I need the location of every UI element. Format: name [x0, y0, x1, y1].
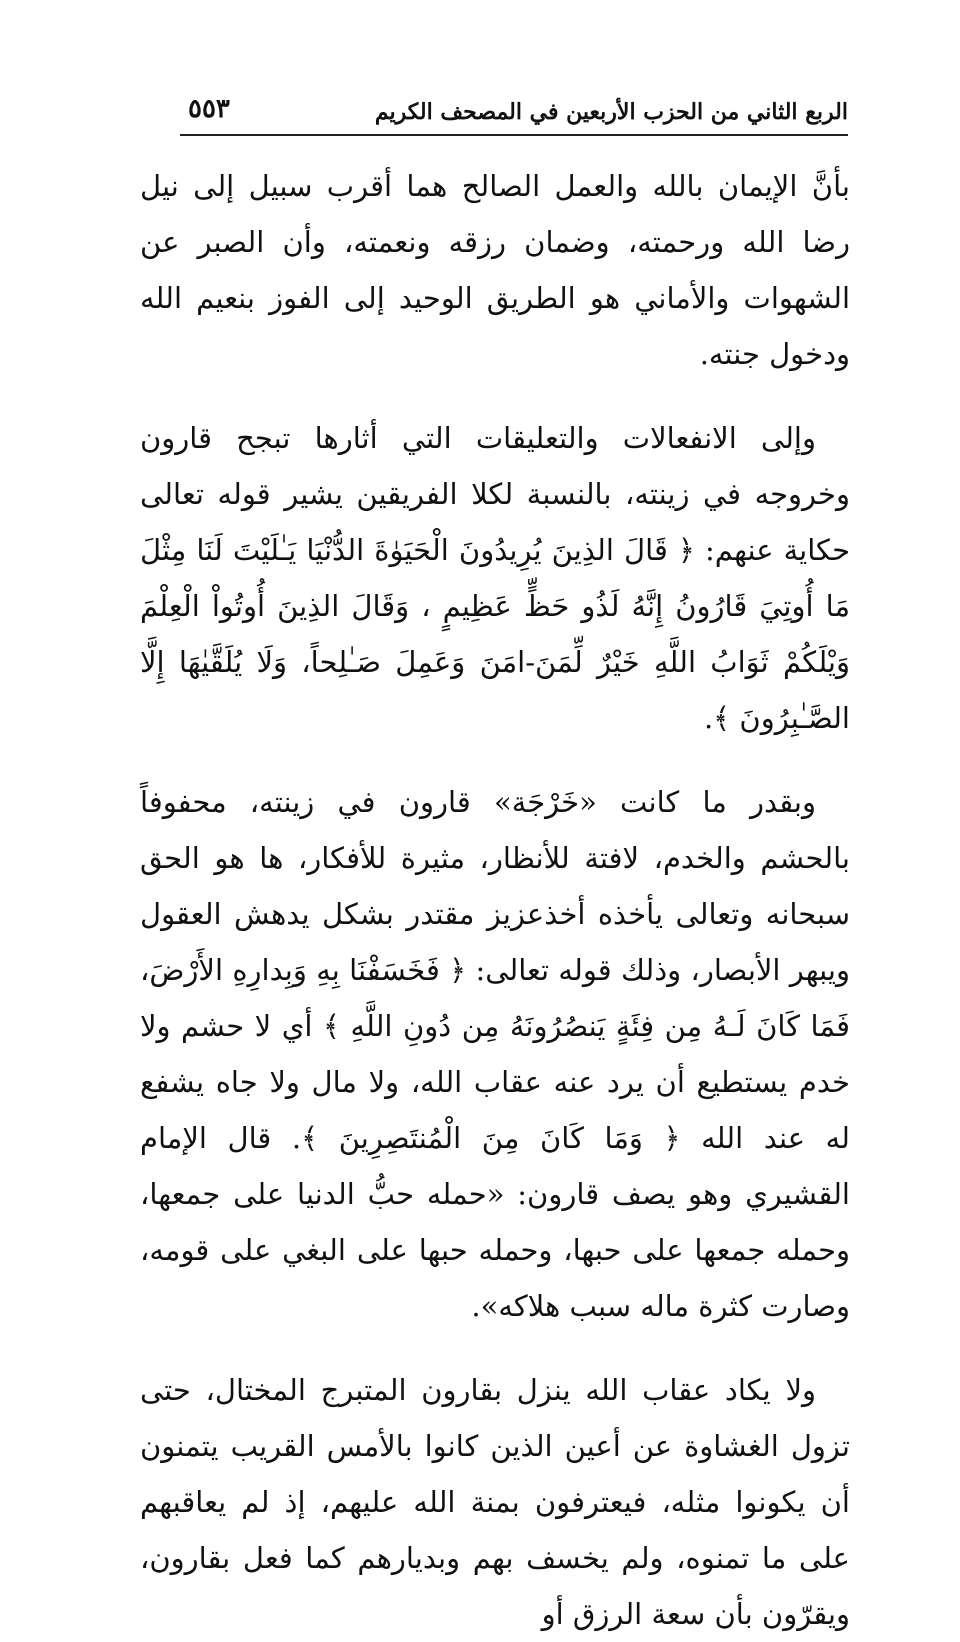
header-divider: [180, 134, 848, 136]
running-title: الربع الثاني من الحزب الأربعين في المصحف الكريم: [374, 99, 848, 125]
paragraph-4: ولا يكاد عقاب الله ينزل بقارون المتبرج المختال، حتى تزول الغشاوة عن أعين الذين كانوا بالأمس القريب يتمنون أن يكونوا مثله، فيعترفون بمنة الله عليهم، إذ لم يعاقبهم على ما تمنوه، ولم يخسف بهم وبديارهم كما فعل بقارون، ويقرّون بأن سعة الرزق أو: [140, 1373, 850, 1631]
page-header: [180, 92, 848, 132]
paragraph-2: وإلى الانفعالات والتعليقات التي أثارها تبجح قارون وخروجه في زينته، بالنسبة لكلا الفريقين يشير قوله تعالى حكاية عنهم: ﴿ قَالَ الذِينَ يُرِيدُونَ الْحَيَوٰةَ الدُّنْيَا يَـٰلَيْتَ لَنَا مِثْلَ مَا أُوتِيَ قَارُونُ إِنَّهُ لَذُو حَظٍّ عَظِيمٍ ، وَقَالَ الذِينَ أُوتُواْ الْعِلْمَ وَيْلَكُمْ ثَوَابُ اللَّهِ خَيْرٌ لِّمَنَ-امَنَ وَعَمِلَ صَـٰلِحاً، وَلَا يُلَقَّيٰهَا إِلَّا الصَّـٰبِرُونَ ﴾.: [140, 421, 850, 735]
paragraph-3: وبقدر ما كانت «خَرْجَة» قارون في زينته، محفوفاً بالحشم والخدم، لافتة للأنظار، مثيرة للأفكار، ها هو الحق سبحانه وتعالى يأخذه أخذعزيز مقتدر بشكل يدهش العقول ويبهر الأبصار، وذلك قوله تعالى: ﴿ فَخَسَفْنَا بِهِ وَبِدارِهِ الأَرْضَ، فَمَا كَانَ لَـهُ مِن فِئَةٍ يَنصُرُونَهُ مِن دُونِ اللَّهِ ﴾ أي لا حشم ولا خدم يستطيع أن يرد عنه عقاب الله، ولا مال ولا جاه يشفع له عند الله ﴿ وَمَا كَانَ مِنَ الْمُنتَصِرِينَ ﴾. قال الإمام القشيري وهو يصف قارون: «حمله حبُّ الدنيا على جمعها، وحمله جمعها على حبها، وحمله حبها على البغي على قومه، وصارت كثرة ماله سبب هلاكه».: [140, 785, 851, 1323]
page-body: [140, 158, 850, 1642]
page-number: ٥٥٣: [188, 94, 230, 124]
paragraph-1: بأنَّ الإيمان بالله والعمل الصالح هما أقرب سبيل إلى نيل رضا الله ورحمته، وضمان رزقه ونعمته، وأن الصبر عن الشهوات والأماني هو الطريق الوحيد إلى الفوز بنعيم الله ودخول جنته.: [140, 169, 850, 371]
